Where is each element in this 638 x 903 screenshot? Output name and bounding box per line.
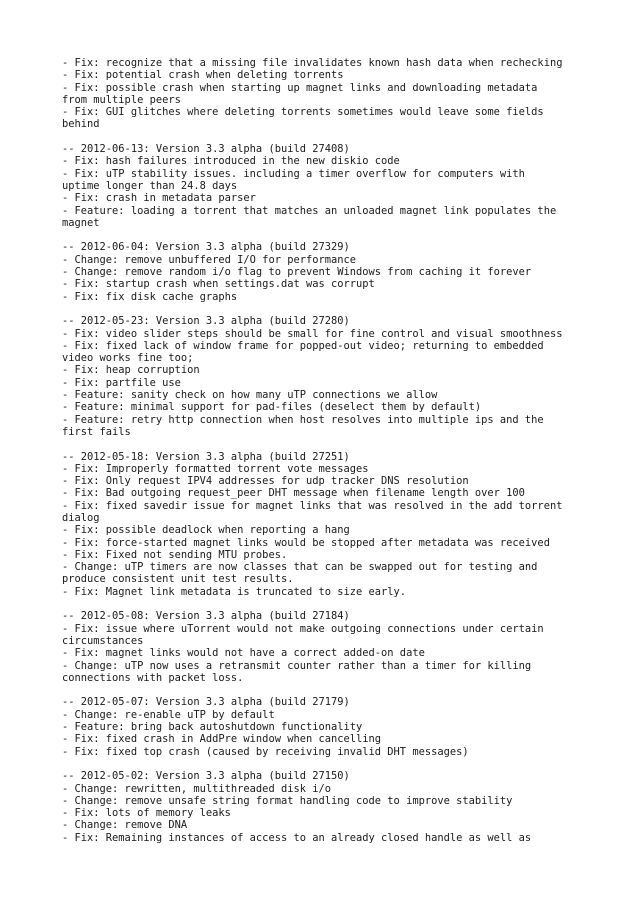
changelog-section [62,57,622,131]
changelog-section [62,770,622,844]
changelog-line: behind [62,118,100,131]
changelog-line: - Fix: uTP stability issues. including a timer overflow for computers with [62,167,525,180]
changelog-line: - Change: remove unsafe string format handling code to improve stability [62,794,513,807]
changelog-line: - Change: uTP now uses a retransmit counter rather than a timer for killing [62,659,532,672]
changelog-line: - Fix: fix disk cache graphs [62,290,238,303]
version-header-line: -- 2012-05-18: Version 3.3 alpha (build 27251) [62,450,350,463]
changelog-line: - Fix: fixed lack of window frame for popped-out video; returning to embedded [62,339,544,352]
changelog-line: - Change: remove DNA [62,819,188,832]
changelog-line: - Fix: startup crash when settings.dat was corrupt [62,278,375,291]
changelog-line: circumstances [62,634,144,647]
changelog-line: - Fix: possible deadlock when reporting a hang [62,524,350,537]
changelog-line: produce consistent unit test results. [62,573,294,586]
changelog-line: - Feature: retry http connection when host resolves into multiple ips and the [62,413,544,426]
changelog-line: - Fix: force-started magnet links would be stopped after metadata was received [62,536,550,549]
changelog-line: - Fix: fixed top crash (caused by receiving invalid DHT messages) [62,745,469,758]
changelog-line: uptime longer than 24.8 days [62,179,238,192]
changelog-line: from multiple peers [62,93,181,106]
changelog-section [62,696,622,757]
changelog-line: - Fix: Fixed not sending MTU probes. [62,548,288,561]
changelog-line: - Feature: sanity check on how many uTP connections we allow [62,389,438,402]
version-header-line: -- 2012-06-04: Version 3.3 alpha (build 27329) [62,241,350,254]
changelog-line: - Feature: bring back autoshutdown functionality [62,721,363,734]
version-header-line: -- 2012-06-13: Version 3.3 alpha (build 27408) [62,143,350,156]
version-header-line: -- 2012-05-08: Version 3.3 alpha (build 27184) [62,610,350,623]
changelog-line: - Feature: minimal support for pad-files (deselect them by default) [62,401,482,414]
changelog-section [62,143,622,229]
changelog-line: - Fix: recognize that a missing file invalidates known hash data when rechecking [62,57,563,69]
changelog-line: - Fix: possible crash when starting up magnet links and downloading metadata [62,81,538,94]
changelog-line: - Fix: fixed crash in AddPre window when cancelling [62,733,382,746]
changelog-line: first fails [62,425,131,438]
changelog-line: dialog [62,511,100,524]
changelog-line: - Fix: issue where uTorrent would not make outgoing connections under certain [62,622,544,635]
changelog-line: - Change: rewritten, multithreaded disk i/o [62,782,331,795]
changelog-line: - Change: uTP timers are now classes that can be swapped out for testing and [62,561,538,574]
changelog-line: - Fix: crash in metadata parser [62,192,256,205]
changelog-line: - Change: remove random i/o flag to prevent Windows from caching it forever [62,266,532,279]
changelog-line: - Fix: magnet links would not have a correct added-on date [62,647,425,660]
version-header-line: -- 2012-05-02: Version 3.3 alpha (build 27150) [62,770,350,783]
changelog-document [62,57,622,856]
changelog-line: - Change: remove unbuffered I/O for performance [62,253,357,266]
changelog-line: - Fix: partfile use [62,376,181,389]
changelog-line: - Change: re-enable uTP by default [62,708,275,721]
changelog-line: - Fix: Bad outgoing request_peer DHT message when filename length over 100 [62,487,525,500]
changelog-line: - Fix: hash failures introduced in the new diskio code [62,155,400,168]
changelog-line: video works fine too; [62,352,194,365]
version-header-line: -- 2012-05-23: Version 3.3 alpha (build 27280) [62,315,350,328]
changelog-line: magnet [62,216,100,229]
changelog-line: - Fix: Magnet link metadata is truncated to size early. [62,585,407,598]
changelog-line: - Fix: Only request IPV4 addresses for udp tracker DNS resolution [62,475,469,488]
changelog-section [62,241,622,302]
changelog-line: - Feature: loading a torrent that matches an unloaded magnet link populates the [62,204,557,217]
changelog-line: - Fix: GUI glitches where deleting torrents sometimes would leave some fields [62,106,544,119]
changelog-section [62,315,622,438]
changelog-line: - Fix: fixed savedir issue for magnet links that was resolved in the add torrent [62,499,563,512]
changelog-section [62,451,622,599]
changelog-line: - Fix: potential crash when deleting torrents [62,69,344,82]
changelog-section [62,610,622,684]
changelog-line: - Fix: Improperly formatted torrent vote messages [62,462,369,475]
version-header-line: -- 2012-05-07: Version 3.3 alpha (build 27179) [62,696,350,709]
changelog-line: - Fix: heap corruption [62,364,200,377]
changelog-line: - Fix: lots of memory leaks [62,807,231,820]
changelog-line: connections with packet loss. [62,671,244,684]
changelog-line: - Fix: video slider steps should be small for fine control and visual smoothness [62,327,563,340]
changelog-line: - Fix: Remaining instances of access to an already closed handle as well as [62,831,532,844]
